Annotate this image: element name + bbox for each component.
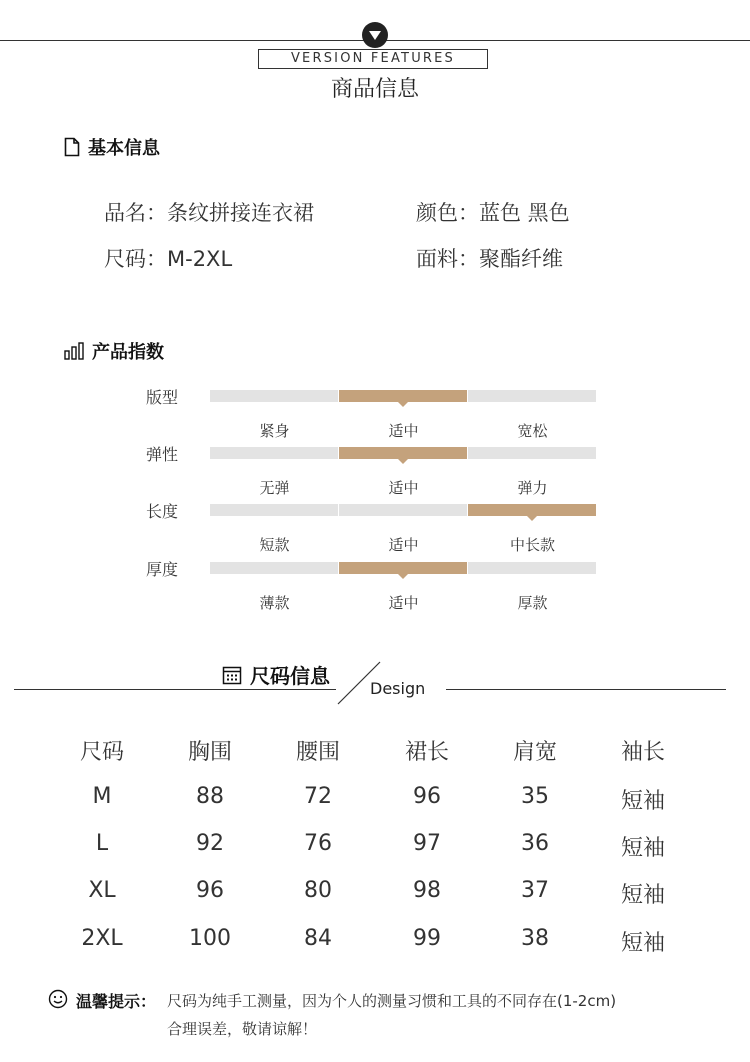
index-option: 厚款 <box>517 594 548 612</box>
index-label: 厚度 <box>146 560 179 579</box>
info-name <box>104 197 314 227</box>
smiley-icon <box>48 989 68 1013</box>
table-cell: 35 <box>521 784 549 809</box>
info-fabric-value: 聚酯纤维 <box>479 247 563 271</box>
table-header: 胸围 <box>187 740 232 765</box>
index-option: 紧身 <box>259 422 290 440</box>
index-segment <box>210 390 338 402</box>
table-cell: 短袖 <box>620 789 665 814</box>
tip-line-1: 尺码为纯手工测量，因为个人的测量习惯和工具的不同存在(1-2cm) <box>167 992 617 1010</box>
index-option: 中长款 <box>509 536 555 554</box>
info-size <box>104 243 232 273</box>
calendar-grid-icon <box>222 665 242 685</box>
document-icon <box>64 137 80 157</box>
table-cell: 80 <box>304 878 332 903</box>
info-color <box>416 197 570 227</box>
product-index-title: 产品指数 <box>92 342 164 363</box>
info-name-label: 品名： <box>104 201 167 225</box>
table-cell: L <box>95 831 109 856</box>
size-divider-left <box>14 689 336 690</box>
version-features-box <box>258 49 488 69</box>
basic-info-heading <box>64 134 160 160</box>
table-cell: 76 <box>304 831 332 856</box>
index-option: 短款 <box>259 536 290 554</box>
index-option: 适中 <box>388 594 419 612</box>
chevron-down-icon <box>362 22 388 48</box>
index-option: 适中 <box>388 422 419 440</box>
table-cell: 37 <box>521 878 549 903</box>
table-cell: 38 <box>521 926 549 951</box>
index-option: 适中 <box>388 479 419 497</box>
info-fabric-label: 面料： <box>416 247 479 271</box>
table-cell: 100 <box>189 926 231 951</box>
size-divider-right <box>446 689 726 690</box>
index-segment-selected <box>339 390 467 402</box>
table-header: 肩宽 <box>512 740 557 765</box>
table-cell: 短袖 <box>620 836 665 861</box>
table-cell: 88 <box>196 784 224 809</box>
index-option: 弹力 <box>517 479 548 497</box>
tip-label: 温馨提示： <box>76 992 157 1011</box>
table-cell: 2XL <box>81 926 123 951</box>
table-header: 腰围 <box>295 740 340 765</box>
index-segment <box>468 562 596 574</box>
product-index-heading <box>64 338 164 364</box>
version-features-text: VERSION FEATURES <box>290 51 456 66</box>
info-fabric <box>416 243 563 273</box>
index-segment <box>210 447 338 459</box>
index-label: 弹性 <box>146 445 179 464</box>
index-segment <box>468 447 596 459</box>
info-color-label: 颜色： <box>416 201 479 225</box>
table-cell: 97 <box>413 831 441 856</box>
index-segment-selected <box>468 504 596 516</box>
index-segment <box>210 504 338 516</box>
table-header: 裙长 <box>404 740 449 765</box>
info-color-value: 蓝色 黑色 <box>479 201 570 225</box>
bar-chart-icon <box>64 342 84 360</box>
design-label: Design <box>370 679 426 698</box>
size-info-heading <box>222 660 330 689</box>
index-segment <box>210 562 338 574</box>
table-cell: 72 <box>304 784 332 809</box>
index-label: 版型 <box>146 388 179 407</box>
table-header: 尺码 <box>79 740 124 765</box>
table-cell: 96 <box>413 784 441 809</box>
info-name-value: 条纹拼接连衣裙 <box>167 201 314 225</box>
index-segment-selected <box>339 447 467 459</box>
index-option: 宽松 <box>517 422 548 440</box>
info-size-value: M-2XL <box>167 247 233 271</box>
index-bar <box>0 390 750 402</box>
index-bar <box>0 562 750 574</box>
table-cell: 短袖 <box>620 883 665 908</box>
index-segment-selected <box>339 562 467 574</box>
table-cell: 98 <box>413 878 441 903</box>
index-label: 长度 <box>146 502 179 521</box>
table-cell: 36 <box>521 831 549 856</box>
index-option: 薄款 <box>259 594 290 612</box>
index-segment <box>468 390 596 402</box>
tip-line-2: 合理误差，敬请谅解！ <box>167 1020 318 1038</box>
table-cell: 96 <box>196 878 224 903</box>
table-cell: 92 <box>196 831 224 856</box>
page-title: 商品信息 <box>330 77 419 102</box>
index-segment <box>339 504 467 516</box>
index-option: 无弹 <box>259 479 290 497</box>
index-option: 适中 <box>388 536 419 554</box>
index-bar <box>0 447 750 459</box>
table-cell: M <box>92 784 112 809</box>
basic-info-title: 基本信息 <box>88 138 160 159</box>
size-info-title: 尺码信息 <box>250 664 330 688</box>
table-cell: 99 <box>413 926 441 951</box>
index-bar <box>0 504 750 516</box>
table-cell: 84 <box>304 926 332 951</box>
table-header: 袖长 <box>620 740 665 765</box>
info-size-label: 尺码： <box>104 247 167 271</box>
table-cell: 短袖 <box>620 931 665 956</box>
table-cell: XL <box>88 878 116 903</box>
